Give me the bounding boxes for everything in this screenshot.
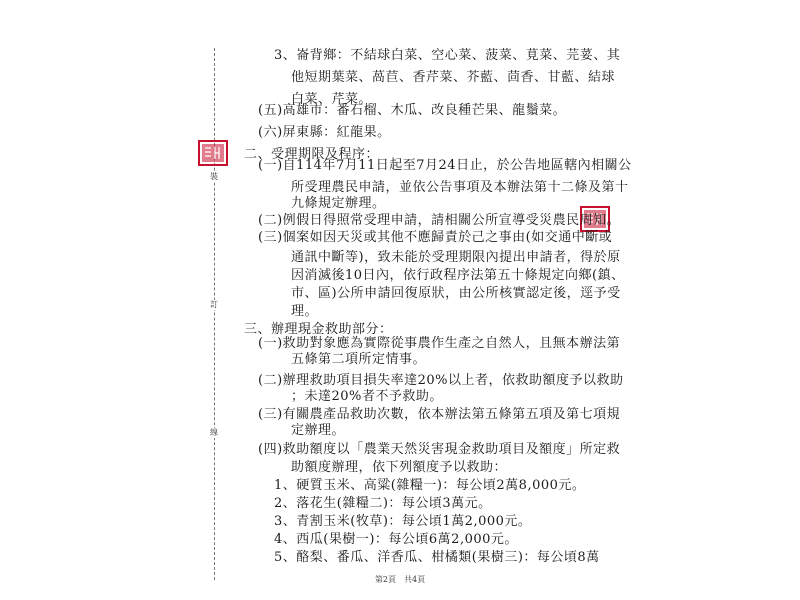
text-line: 定辦理。 <box>291 423 346 438</box>
text-line: 九條規定辦理。 <box>291 196 386 211</box>
text-line: ；未達20%者不予救助。 <box>291 389 443 404</box>
binding-mark-top: 裝 <box>210 172 218 181</box>
binding-mark-middle: 訂 <box>210 300 218 309</box>
text-line: (一)自114年7月11日起至7月24日止，於公告地區轄內相關公 <box>258 158 632 173</box>
text-line: 五條第二項所定情事。 <box>291 352 427 367</box>
red-seal-stamp <box>198 140 228 166</box>
list-item: 3、青割玉米(牧草)：每公頃1萬2,000元。 <box>274 514 532 529</box>
section-heading: 二、受理期限及程序： <box>244 147 380 162</box>
binding-mark-bottom: 線 <box>210 428 218 437</box>
list-item: 5、酪梨、番瓜、洋香瓜、柑橘類(果樹三)：每公頃8萬 <box>274 550 600 565</box>
binding-line <box>214 48 215 580</box>
text-line: 3、崙背鄉：不結球白菜、空心菜、菠菜、莧菜、芫荽、其 <box>274 48 621 63</box>
text-line: 因消滅後10日內，依行政程序法第五十條規定向鄉(鎮、 <box>291 268 625 283</box>
text-line: 所受理農民申請，並依公告事項及本辦法第十二條及第十 <box>291 180 629 195</box>
list-item: 2、落花生(雜糧二)：每公頃3萬元。 <box>274 496 492 511</box>
text-line: (二)辦理救助項目損失率達20%以上者，依救助額度予以救助 <box>258 373 624 388</box>
text-line: (四)救助額度以「農業天然災害現金救助項目及額度」所定救 <box>258 442 621 457</box>
section-heading: 三、辦理現金救助部分： <box>244 322 393 337</box>
list-item: 4、西瓜(果樹一)：每公頃6萬2,000元。 <box>274 532 518 547</box>
text-line: (六)屏東縣：紅龍果。 <box>258 125 391 140</box>
text-line: 助額度辦理，依下列額度予以救助： <box>291 460 508 475</box>
text-line: (二)例假日得照常受理申請，請相關公所宣導受災農民周知。 <box>258 213 621 228</box>
text-line: (五)高雄市：番石榴、木瓜、改良種芒果、龍鬚菜。 <box>258 103 567 118</box>
text-line: 市、區)公所申請回復原狀，由公所核實認定後，逕予受 <box>291 286 621 301</box>
text-line: (三)個案如因天災或其他不應歸責於己之事由(如交通中斷或 <box>258 230 613 245</box>
text-line: 理。 <box>291 304 319 319</box>
text-line: (一)救助對象應為實際從事農作生產之自然人，且無本辦法第 <box>258 336 621 351</box>
list-item: 1、硬質玉米、高粱(雜糧一)：每公頃2萬8,000元。 <box>274 478 586 493</box>
text-line: 白菜、芹菜。 <box>291 92 373 107</box>
text-line: 通訊中斷等)，致未能於受理期限內提出申請者，得於原 <box>291 250 621 265</box>
page-number: 第2頁 共4頁 <box>374 575 426 584</box>
text-line: (三)有關農產品救助次數，依本辦法第五條第五項及第七項規 <box>258 407 621 422</box>
text-line: 他短期葉菜、萵苣、香芹菜、芥藍、茴香、甘藍、結球 <box>291 70 616 85</box>
